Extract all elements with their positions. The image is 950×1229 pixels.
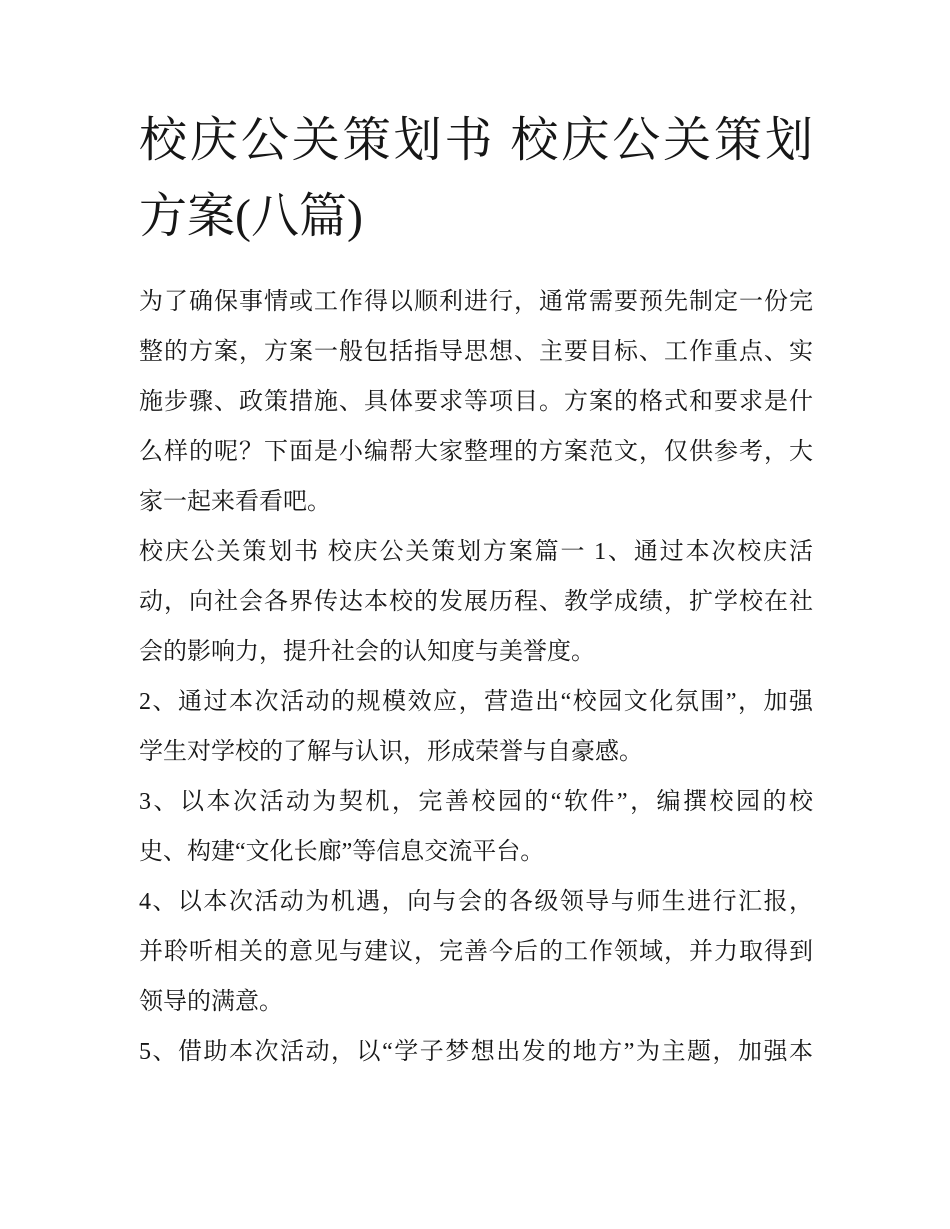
body-text-line: 整的方案，方案一般包括指导思想、主要目标、工作重点、实 (139, 339, 813, 365)
body-text-line: 5、借助本次活动，以“学子梦想出发的地方”为主题，加强本 (139, 1039, 813, 1065)
document-body (139, 277, 813, 1077)
body-text-line: 领导的满意。 (139, 989, 283, 1015)
body-text-line: 校庆公关策划书 校庆公关策划方案篇一 1、通过本次校庆活 (139, 539, 813, 565)
body-text-line: 家一起来看看吧。 (139, 489, 331, 515)
body-text-line: 史、构建“文化长廊”等信息交流平台。 (139, 839, 545, 865)
body-text-line: 2、通过本次活动的规模效应，营造出“校园文化氛围”，加强 (139, 689, 813, 715)
document-title (139, 103, 813, 255)
title-line: 方案(八篇) (139, 190, 363, 243)
body-text-line: 施步骤、政策措施、具体要求等项目。方案的格式和要求是什 (139, 389, 813, 415)
body-text-line: 并聆听相关的意见与建议，完善今后的工作领域，并力取得到 (139, 939, 813, 965)
title-line: 校庆公关策划书 校庆公关策划 (139, 114, 813, 167)
body-text-line: 3、以本次活动为契机，完善校园的“软件”，编撰校园的校 (139, 789, 813, 815)
body-text-line: 学生对学校的了解与认识，形成荣誉与自豪感。 (139, 739, 643, 765)
body-text-line: 动，向社会各界传达本校的发展历程、教学成绩，扩学校在社 (139, 589, 813, 615)
body-text-line: 为了确保事情或工作得以顺利进行，通常需要预先制定一份完 (139, 289, 813, 315)
body-text-line: 么样的呢？下面是小编帮大家整理的方案范文，仅供参考，大 (139, 439, 813, 465)
body-text-line: 4、以本次活动为机遇，向与会的各级领导与师生进行汇报， (139, 889, 813, 915)
body-text-line: 会的影响力，提升社会的认知度与美誉度。 (139, 639, 595, 665)
